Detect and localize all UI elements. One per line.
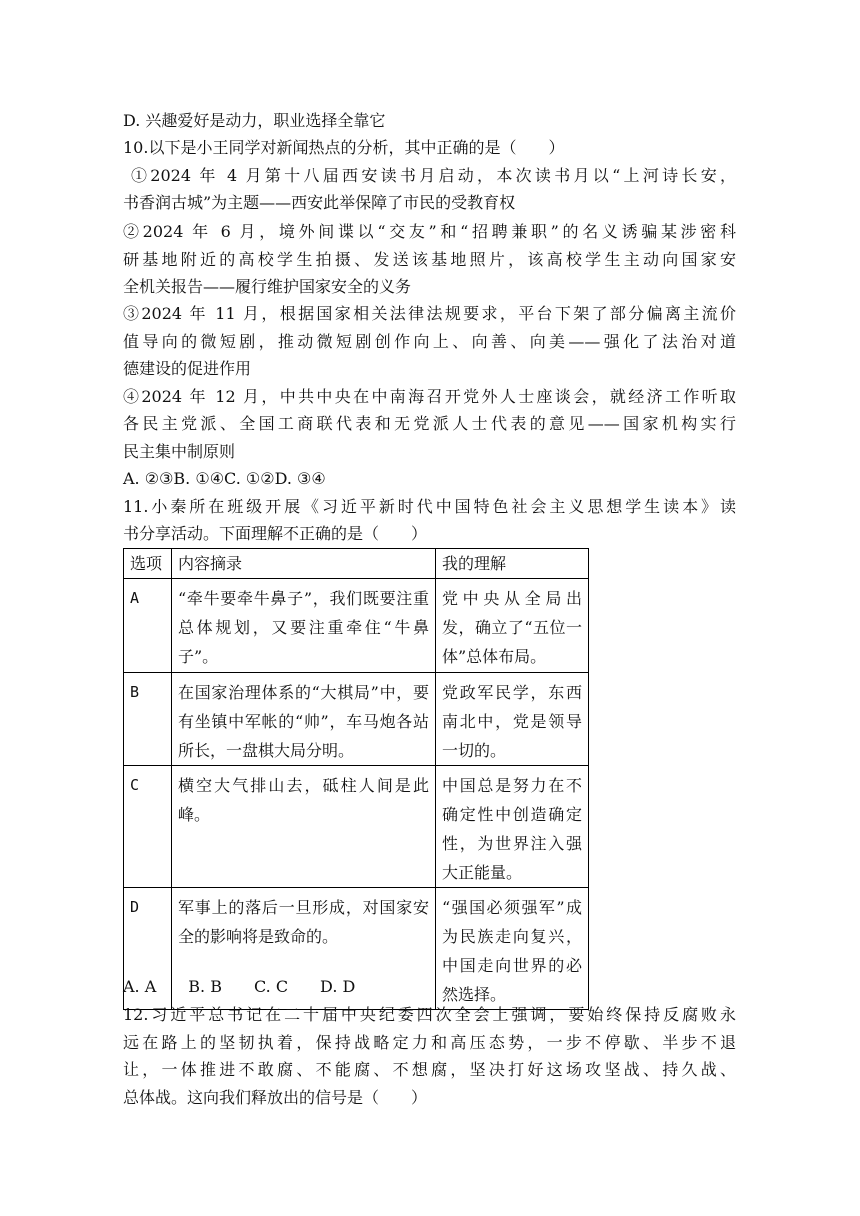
q11-options: A. A B. B C. C D. D xyxy=(123,977,356,996)
q11-table-header xyxy=(124,549,589,579)
row-excerpt: 横空大气排山去，砥柱人间是此峰。 xyxy=(172,766,436,888)
row-option: A xyxy=(124,579,172,673)
q10-stem: 10.以下是小王同学对新闻热点的分析，其中正确的是（ ） xyxy=(123,138,565,157)
q12-line-1: 12.习近平总书记在二十届中央纪委四次全会上强调，要始终保持反腐败永 xyxy=(123,1005,736,1024)
header-excerpt: 内容摘录 xyxy=(172,549,436,579)
q10-item-2-line-1: ②2024 年 6 月，境外间谍以“交友”和“招聘兼职”的名义诱骗某涉密科 xyxy=(123,222,736,241)
q10-item-4-line-3: 民主集中制原则 xyxy=(123,442,236,461)
table-row xyxy=(124,579,589,673)
q11-stem-line-2: 书分享活动。下面理解不正确的是（ ） xyxy=(123,524,428,543)
row-understanding: 党中央从全局出发，确立了“五位一体”总体布局。 xyxy=(436,579,589,673)
row-understanding: 党政军民学，东西南北中，党是领导一切的。 xyxy=(436,673,589,766)
row-option: B xyxy=(124,673,172,766)
q10-item-4-line-2: 各民主党派、全国工商联代表和无党派人士代表的意见——国家机构实行 xyxy=(123,414,736,433)
q10-item-2-line-3: 全机关报告——履行维护国家安全的义务 xyxy=(123,277,412,296)
row-option: C xyxy=(124,766,172,888)
row-option: D xyxy=(124,888,172,1010)
row-excerpt: 在国家治理体系的“大棋局”中，要有坐镇中军帐的“帅”，车马炮各站所长，一盘棋大局分明。 xyxy=(172,673,436,766)
q11-stem-line-1: 11.小秦所在班级开展《习近平新时代中国特色社会主义思想学生读本》读 xyxy=(123,497,736,516)
q12-line-4: 总体战。这向我们释放出的信号是（ ） xyxy=(123,1088,428,1107)
row-excerpt: “牵牛要牵牛鼻子”，我们既要注重总体规划，又要注重牵住“牛鼻子”。 xyxy=(172,579,436,673)
q12-line-2: 远在路上的坚韧执着，保持战略定力和高压态势，一步不停歇、半步不退 xyxy=(123,1033,736,1052)
table-row xyxy=(124,673,589,766)
row-understanding: “强国必须强军”成为民族走向复兴，中国走向世界的必然选择。 xyxy=(436,888,589,1010)
row-understanding: 中国总是努力在不确定性中创造确定性，为世界注入强大正能量。 xyxy=(436,766,589,888)
q10-item-4-line-1: ④2024 年 12 月，中共中央在中南海召开党外人士座谈会，就经济工作听取 xyxy=(123,387,736,406)
header-option: 选项 xyxy=(124,549,172,579)
q12-line-3: 让，一体推进不敢腐、不能腐、不想腐，坚决打好这场攻坚战、持久战、 xyxy=(123,1060,736,1079)
row-excerpt: 军事上的落后一旦形成，对国家安全的影响将是致命的。 xyxy=(172,888,436,1010)
q10-item-3-line-3: 德建设的促进作用 xyxy=(123,359,252,378)
q10-item-2-line-2: 研基地附近的高校学生拍摄、发送该基地照片，该高校学生主动向国家安 xyxy=(123,250,736,269)
q10-item-3-line-1: ③2024 年 11 月，根据国家相关法律法规要求，平台下架了部分偏离主流价 xyxy=(123,304,736,323)
q10-options: A. ②③B. ①④C. ①②D. ③④ xyxy=(123,469,326,488)
q9-option-d: D. 兴趣爱好是动力，职业选择全靠它 xyxy=(123,111,386,130)
header-understanding: 我的理解 xyxy=(436,549,589,579)
table-row xyxy=(124,766,589,888)
q10-item-1-line-2: 书香润古城”为主题——西安此举保障了市民的受教育权 xyxy=(123,193,516,212)
q10-item-1-line-1: ①2024 年 4 月第十八届西安读书月启动，本次读书月以“上河诗长安， xyxy=(131,166,736,185)
q10-item-3-line-2: 值导向的微短剧，推动微短剧创作向上、向善、向美——强化了法治对道 xyxy=(123,332,736,351)
q11-table xyxy=(123,548,589,1010)
